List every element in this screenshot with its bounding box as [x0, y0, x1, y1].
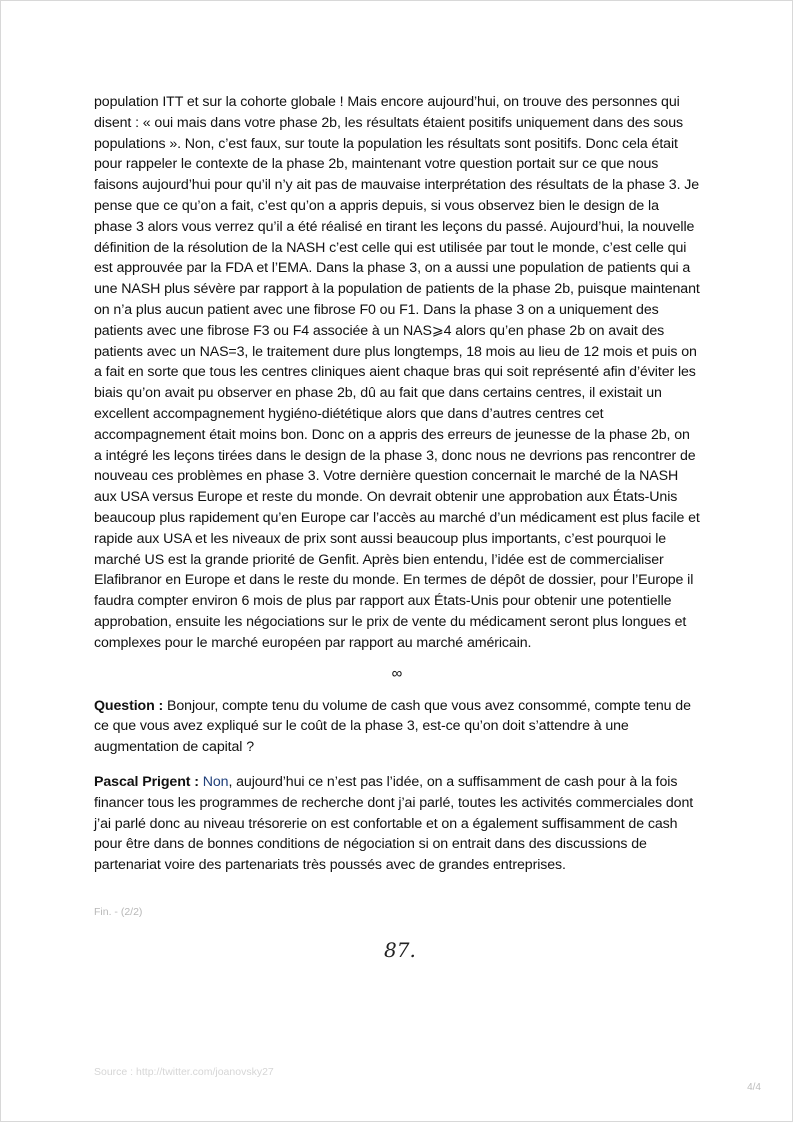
body-paragraph: population ITT et sur la cohorte globale ! Mais encore aujourd’hui, on trouve des personnes qui disent : « oui mais dans votre phase 2b, les résultats étaient positifs uniquement dans des sous populations ». Non, c’est faux, sur toute la population les résultats sont positifs. Donc cela était pour rappeler le contexte de la phase 2b, maintenant votre question portait sur ce que nous faisons aujourd’hui pour qu’il n’y ait pas de mauvaise interprétation des résultats de la phase 3. Je pense que ce qu’on a fait, c’est qu’on a appris depuis, si vous observez bien le design de la phase 3 alors vous verrez qu’il a été réalisé en tirant les leçons du passé. Aujourd’hui, la nouvelle définition de la résolution de la NASH c’est celle qui est utilisée par tout le monde, c’est celle qui est approuvée par la FDA et l’EMA. Dans la phase 3, on a aussi une population de patients qui a une NASH plus sévère par rapport à la population de patients de la phase 2b, puisque maintenant on n’a plus aucun patient avec une fibrose F0 ou F1. Dans la phase 3 on a uniquement des patients avec une fibrose F3 ou F4 associée à un NAS⩾4 alors qu’en phase 2b on avait des patients avec un NAS=3, le traitement dure plus longtemps, 18 mois au lieu de 12 mois et puis on a fait en sorte que tous les centres cliniques aient chaque bras qui soit représenté afin d’éviter les biais qu’on avait pu observer en phase 2b, dû au fait que dans certains centres, il existait un excellent accompagnement hygiéno-diététique alors que dans d’autres centres cet accompagnement était moins bon. Donc on a appris des erreurs de jeunesse de la phase 2b, on a intégré les leçons tirées dans le design de la phase 3, donc nous ne devrions pas rencontrer de nouveau ces problèmes en phase 3. Votre dernière question concernait le marché de la NASH aux USA versus Europe et reste du monde. On devrait obtenir une approbation aux États-Unis beaucoup plus rapidement qu’en Europe car l’accès au marché d’un médicament est plus facile et rapide aux USA et les niveaux de prix sont aussi beaucoup plus importants, c’est pourquoi le marché US est la grande priorité de Genfit. Après bien entendu, l’idée est de commercialiser Elafibranor en Europe et dans le reste du monde. En termes de dépôt de dossier, pour l’Europe il faudra compter environ 6 mois de plus par rapport aux États-Unis pour obtenir une potentielle approbation, ensuite les négociations sur le prix de vente du médicament seront plus longues et complexes pour le marché européen par rapport au marché américain.: [94, 94, 700, 651]
document-body: [94, 92, 700, 890]
source-watermark: Source : http://twitter.com/joanovsky27: [94, 1066, 274, 1078]
page-number: 4/4: [747, 1082, 761, 1093]
end-note: Fin. - (2/2): [94, 906, 143, 918]
answer-paragraph: [94, 772, 700, 876]
answer-speaker: Pascal Prigent :: [94, 773, 199, 790]
answer-text: , aujourd’hui ce n’est pas l’idée, on a suffisamment de cash pour à la fois financer tous les programmes de recherche dont j’ai parlé, toutes les activités commerciales dont j’ai parlé donc au niveau trésorerie on est confortable et on a également suffisamment de cash pour être dans de bonnes conditions de négociation si on entrait dans des discussions de partenariat voire des partenariats très poussés avec de grandes entreprises.: [94, 773, 694, 874]
answer-highlight: Non: [202, 773, 229, 790]
question-paragraph: [94, 696, 700, 758]
question-text: Bonjour, compte tenu du volume de cash que vous avez consommé, compte tenu de ce que vous avez expliqué sur le coût de la phase 3, est-ce qu’on doit s’attendre à une augmentation de capital ?: [94, 697, 691, 756]
question-speaker: Question :: [94, 697, 164, 714]
handwritten-signature: 87.: [384, 938, 416, 962]
infinity-separator: ∞: [391, 664, 403, 682]
